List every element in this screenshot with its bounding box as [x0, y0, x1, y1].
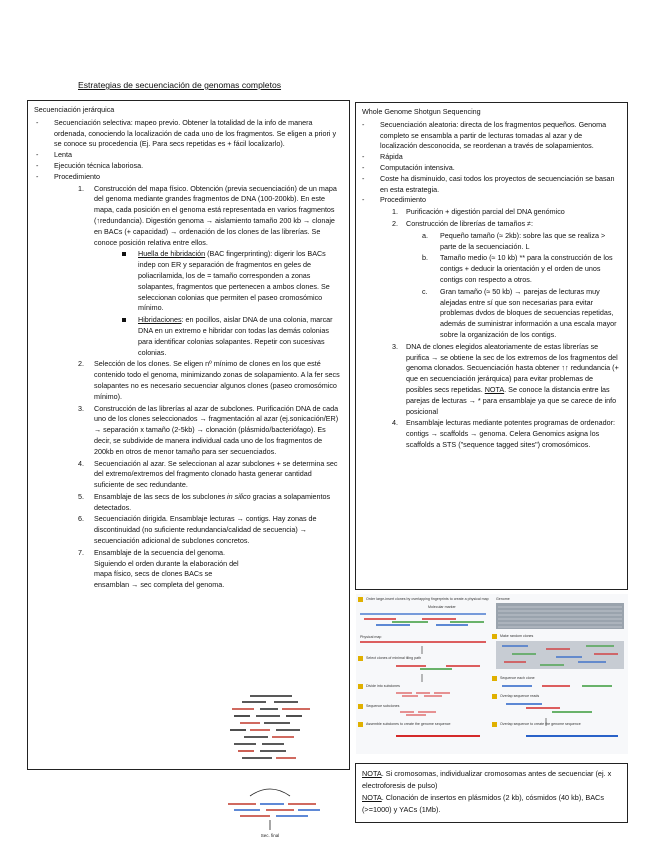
note-2: NOTA. Clonación de insertos en plásmidos (2 kb), cósmidos (40 kb), BACs (>=1000) y YACs (1Mb). — [362, 793, 604, 814]
sub-item: c. Gran tamaño (≈ 50 kb) → parejas de lecturas muy alejadas entre sí que son necesarias para evitar problemas dvdos de bloques de secuencias repetidas, además de suministrar información a una escala mayor sobre la organización de los contigs. — [422, 286, 617, 339]
fig-step-label: Make random clones — [500, 634, 534, 638]
fig-step-label: Genome — [496, 597, 510, 601]
sub-item: b. Tamaño medio (≈ 10 kb) ** para la construcción de los contigs + deducir la orientación y el orden de unos contigs con respecto a otros. — [422, 253, 613, 284]
section-heading: Whole Genome Shotgun Sequencing — [362, 107, 481, 116]
step-item: 1. Purificación + digestión parcial del DNA genómico — [392, 207, 565, 217]
step-item: 1. Construcción del mapa físico. Obtención (previa secuenciación) de un mapa del genoma mediante grandes fragmentos de DNA (100-200kb). En este mapa, cada posición en el genoma está representada en varios fragmentos (↑redundancia). Digestión genoma → aislamiento tamaño 200 kb → clonaje en BACs (+ capacidad) → ordenación de los clones de las librerías. Se conoce posición relativa entre ellos. — [78, 183, 337, 247]
list-item: - Secuenciación selectiva: mapeo previo. Obtener la totalidad de la info de manera ordenada, conociendo la localización de cada uno de los fragmentos. Se eligen a priori y se conoce su procedencia (Ej. Para secs repetidas es + fácil localizarlo). — [34, 118, 343, 150]
step-item: 2. Construcción de librerías de tamaños ≠: — [392, 218, 533, 228]
step-item: 3. DNA de clones elegidos aleatoriamente de estas librerías se purifica → se obtiene la sec de los extremos de los fragmentos del genoma clonados. Secuenciación hasta obtener ↑↑ redundancia (+ que en secuenciación jerárquica) para evitar problemas de posibles secs repetidas. NOTA. Se conoce la distancia entre las parejas de lecturas → * para ensamblaje ya que se carece de info posicional — [392, 341, 619, 416]
fig-step-label: Select clones of minimal tiling path — [366, 656, 422, 660]
diagram-label: Sec. final — [260, 833, 280, 838]
list-item: - Coste ha disminuido, casi todos los proyectos de secuenciación se basan en esta estrategia. — [362, 174, 621, 196]
step-item: 4. Secuenciación al azar. Se seleccionan al azar subclones + se determina sec del extremo/extremos del fragmento clonado hasta generar cantidad suficiente de sec redundante. — [78, 458, 338, 490]
note-1: NOTA. Si cromosomas, individualizar cromosomas antes de secuenciar (ej. x electroforesis de pulso) — [362, 769, 612, 790]
fig-step-label: Physical map — [360, 635, 382, 639]
step-item: 2. Selección de los clones. Se eligen nº mínimo de clones en los que esté contenido todo el genoma, minimizando zonas de solapamiento. A la fer secs solapantes no es necesario secuenciar algunos clones (paseo cromosómico mínimo). — [78, 359, 340, 401]
step-item: 7. Ensamblaje de la secuencia del genoma. Siguiendo el orden durante la elaboración del mapa físico, secs de clones BACs se ensamblan → sec completa del genoma. — [78, 547, 239, 590]
list-item: - Rápida — [362, 152, 621, 163]
fig-step-label: Assemble subclones to create the genome sequence — [366, 722, 451, 726]
fig-step-label: Overlap sequence reads — [500, 694, 540, 698]
list-item: - Ejecución técnica laboriosa. — [34, 161, 343, 172]
page-title: Estrategias de secuenciación de genomas completos — [78, 80, 282, 90]
sub-item: a. Pequeño tamaño (≈ 2kb): sobre las que se realiza > parte de la secuenciación. L — [422, 230, 606, 251]
shotgun-sequencing-box — [355, 102, 628, 590]
list-item: - Procedimiento — [362, 195, 621, 206]
assembly-diagram — [220, 692, 330, 840]
square-bullet-icon — [122, 318, 126, 322]
list-item: - Secuenciación aleatoria: directa de los fragmentos pequeños. Genoma completo se ensambla a partir de lecturas tomadas al azar y de localización desconocida, se reordenan a través de solapamientos. — [362, 120, 621, 152]
step-item: 5. Ensamblaje de las secs de los subclones in silico gracias a solapamientos detectados. — [78, 491, 331, 512]
notes-box — [355, 763, 628, 823]
step-item: 3. Construcción de las librerías al azar de subclones. Purificación DNA de cada uno de los clones seleccionados → fragmentación al azar (ej.sonicación/ER) → separación x tamaño (2-5kb) → clonación (plásmido/bacteriófago). Es decir, se subdivide de manera individual cada uno de los fragmentos de 200kb en otros de menor tamaño para ser secuenciados. — [78, 403, 339, 456]
list-item: - Procedimiento — [34, 172, 343, 183]
fig-step-label: Sequence each clone — [500, 676, 535, 680]
fig-marker-label: Molecular marker — [428, 605, 456, 609]
fig-step-label: Order large-insert clones by overlapping fingerprints to create a physical map — [366, 597, 489, 601]
sub-item: Hibridaciones: en pocillos, aislar DNA de una colonia, marcar DNA en un extremo e hibridar con todas las demás colonias para identificar colonias solapantes. Repetir con sucesivas colonias. — [34, 315, 343, 358]
fig-step-label: Divide into subclones — [366, 684, 400, 688]
list-item: - Lenta — [34, 150, 343, 161]
step-item: 6. Secuenciación dirigida. Ensamblaje lecturas → contigs. Hay zonas de discontinuidad (no suficiente redundancia/calidad de secuencia) → secuenciación adicional de subclones concretos. — [78, 514, 317, 546]
step-item: 4. Ensamblaje lecturas mediante potentes programas de ordenador: contigs → scaffolds → genoma. Celera Genomics asigna los scaffolds a STS ("sequence tagged sites") cromosómicos. — [392, 418, 615, 449]
square-bullet-icon — [122, 252, 126, 256]
list-item: - Computación intensiva. — [362, 163, 621, 174]
section-heading: Secuenciación jerárquica — [34, 105, 115, 114]
hierarchical-sequencing-box — [27, 100, 350, 770]
fig-step-label: Sequence subclones — [366, 704, 400, 708]
fig-step-label: Overlap sequence to create the genome sequence — [500, 722, 581, 726]
sub-item: Huella de hibridación (BAC fingerprinting): digerir los BACs indep con ER y separación de fragmentos en geles de poliacrilamida, los de = tamaño corresponden a zonas solapantes, fragmentos que pertenecen a ambos clones. Se seleccionan colonias que permiten el paseo cromosómico mínimo. — [34, 249, 343, 314]
strategy-comparison-figure — [356, 594, 628, 754]
